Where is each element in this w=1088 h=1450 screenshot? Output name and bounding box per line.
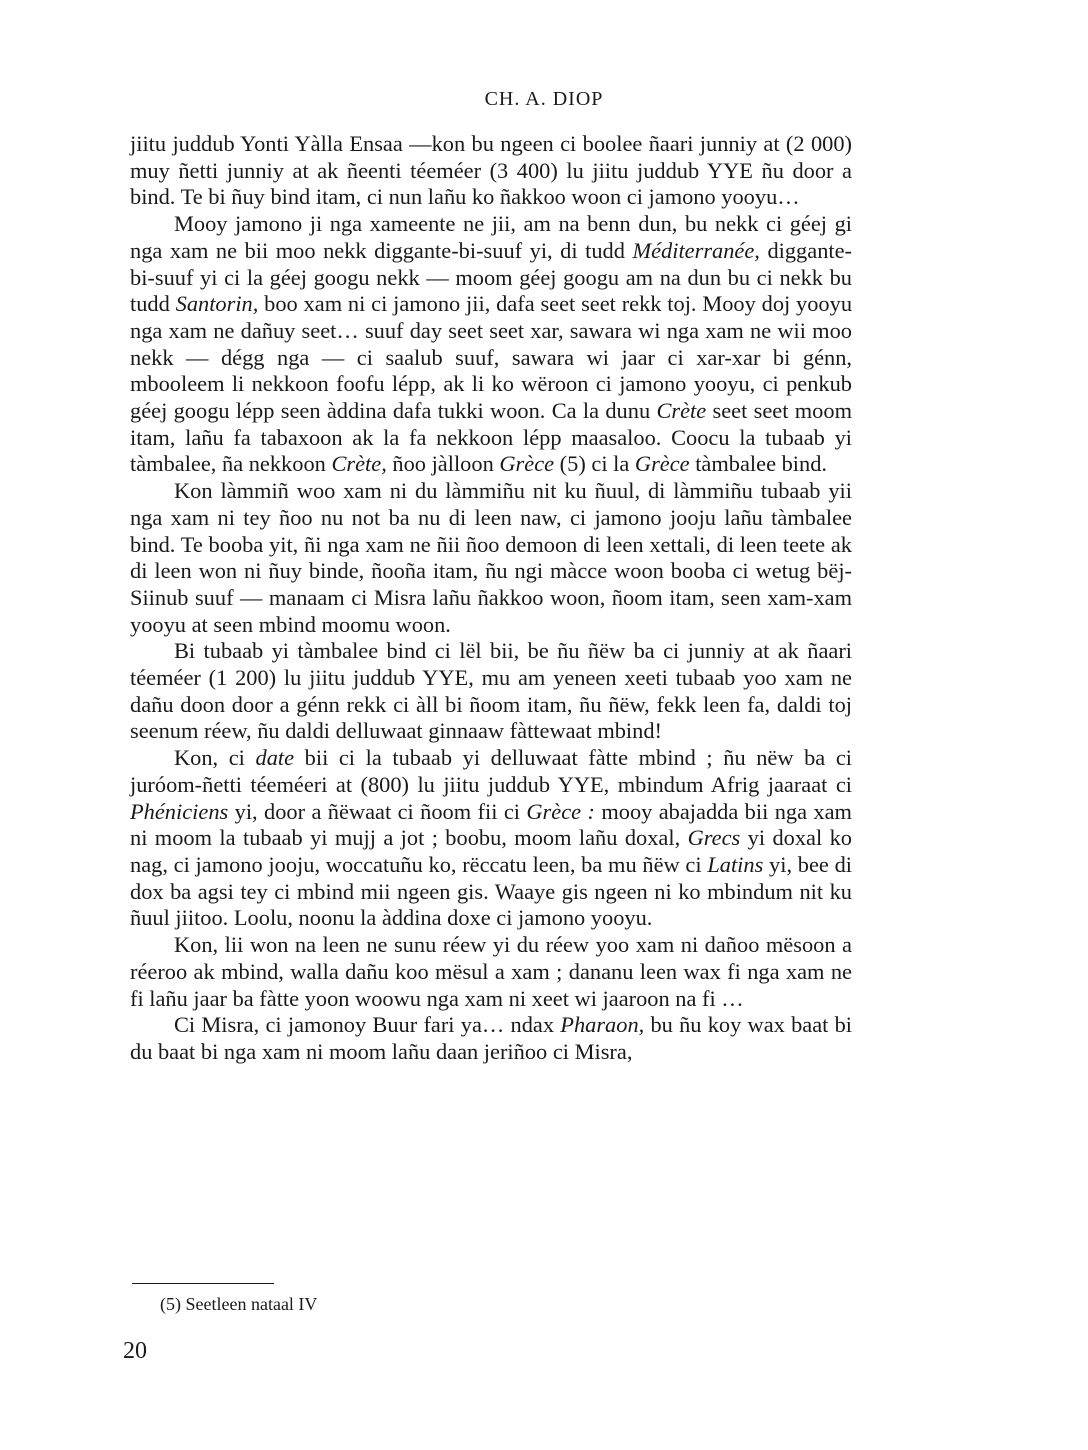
text-run: Ci Misra, ci jamonoy Buur fari ya… ndax <box>174 1012 561 1038</box>
italic-term: date <box>255 745 295 771</box>
italic-term: Phéniciens <box>130 798 229 824</box>
italic-term: Santorin, <box>175 291 259 317</box>
text-run: yi, bee di dox ba agsi tey ci mbind mii ngeen gis. Waaye gis ngeen ni ko mbindum nit ku ñuul jiitoo. Loolu, noonu la àddina doxe ci jamono yooyu. <box>130 851 852 931</box>
paragraph <box>130 745 852 932</box>
text-run: ñoo jàlloon <box>386 451 500 477</box>
paragraph <box>130 932 852 1012</box>
footnote: (5) Seetleen nataal IV <box>160 1294 318 1314</box>
text-run: jiitu juddub Yonti Yàlla Ensaa —kon bu ngeen ci boolee ñaari junniy at (2 000) muy ñetti junniy at ak ñeenti téeméer (3 400) lu jiitu juddub YYE ñu door a bind. Te bi ñuy bind itam, ci nun lañu ko ñakkoo woon ci jamono yooyu… <box>130 131 852 210</box>
text-run: Kon, lii won na leen ne sunu réew yi du réew yoo xam ni dañoo mësoon a réeroo ak mbind, walla dañu koo mësul a xam ; dananu leen wax fi nga xam ne fi lañu jaar ba fàtte yoon woowu nga xam ni xeet wi jaaroon na fi … <box>130 932 852 1011</box>
footnote-divider <box>132 1283 274 1284</box>
italic-term: Grèce : <box>526 798 595 824</box>
italic-term: Crète <box>656 398 707 424</box>
text-run: (5) ci la <box>554 451 635 477</box>
text-run: bu ñu koy wax baat bi du baat bi nga xam ni moom lañu daan jeriñoo ci Misra, <box>130 1012 853 1064</box>
page-number: 20 <box>123 1338 147 1364</box>
italic-term: Grecs <box>687 825 741 851</box>
text-run: bii ci la tubaab yi delluwaat fàtte mbind ; ñu nëw ba ci juróom-ñetti téeméeri at (800) lu jiitu juddub YYE, mbindum Afrig jaaraat ci <box>130 745 852 797</box>
paragraph <box>130 478 852 638</box>
running-head: CH. A. DIOP <box>484 88 604 110</box>
paragraph <box>130 131 852 211</box>
text-run: yi doxal ko nag, ci jamono jooju, woccatuñu ko, rëccatu leen, ba mu ñëw ci <box>130 825 852 877</box>
italic-term: Pharaon, <box>560 1012 645 1038</box>
italic-term: Grèce <box>499 451 555 477</box>
italic-term: Méditerranée, <box>632 237 760 263</box>
text-run: mooy abajadda bii nga xam ni moom la tubaab yi mujj a jot ; boobu, moom lañu doxal, <box>130 798 852 851</box>
text-run: Kon, ci <box>174 745 256 771</box>
paragraph <box>130 1012 852 1065</box>
italic-term: Grèce <box>634 451 690 477</box>
text-run: Mooy jamono ji nga xameente ne jii, am na benn dun, bu nekk ci géej gi nga xam ne bii moo nekk diggante-bi-suuf yi, di tudd <box>130 211 852 263</box>
paragraph <box>130 211 852 478</box>
text-run: Bi tubaab yi tàmbalee bind ci lël bii, be ñu ñëw ba ci junniy at ak ñaari téeméer (1 200) lu jiitu juddub YYE, mu am yeneen xeeti tubaab yoo xam ne dañu doon door a génn rekk ci àll bi ñoom itam, ñu ñëw, fekk leen fa, daldi toj seenum réew, ñu daldi delluwaat ginnaaw fàttewaat mbind! <box>130 638 852 744</box>
italic-term: Latins <box>707 851 764 877</box>
paragraph <box>130 638 852 745</box>
text-run: seet seet moom itam, lañu fa tabaxoon ak la fa nekkoon lépp maasaloo. Coocu la tubaab yi tàmbalee, ña nekkoon <box>130 398 852 477</box>
italic-term: Crète, <box>331 451 387 477</box>
body-text <box>130 131 852 1066</box>
text-run: diggante-bi-suuf yi ci la géej googu nekk — moom géej googu am na dun bu ci nekk bu tudd <box>130 237 853 317</box>
text-run: Kon làmmiñ woo xam ni du làmmiñu nit ku ñuul, di làmmiñu tubaab yii nga xam ni tey ñoo nu not ba nu di leen naw, ci jamono jooju lañu tàmbalee bind. Te booba yit, ñi nga xam ne ñii ñoo demoon di leen xettali, di leen teete ak di leen won ni ñuy binde, ñooña itam, ñu ngi màcce woon booba ci wetug bëj-Siinub suuf — manaam ci Misra lañu ñakkoo woon, ñoom itam, seen xam-xam yooyu at seen mbind moomu woon. <box>130 478 852 637</box>
text-run: boo xam ni ci jamono jii, dafa seet seet rekk toj. Mooy doj yooyu nga xam ne dañuy seet… suuf day seet seet xar, sawara wi nga xam ne wii moo nekk — dégg nga — ci saalub suuf, sawara wi jaar ci xar-xar bi génn, mbooleem li nekkoon foofu lépp, ak li ko wëroon ci jamono yooyu, ci penkub géej googu lépp seen àddina dafa tukki woon. Ca la dunu <box>130 291 853 424</box>
text-run: yi, door a ñëwaat ci ñoom fii ci <box>228 798 527 824</box>
text-run: tàmbalee bind. <box>689 451 828 477</box>
